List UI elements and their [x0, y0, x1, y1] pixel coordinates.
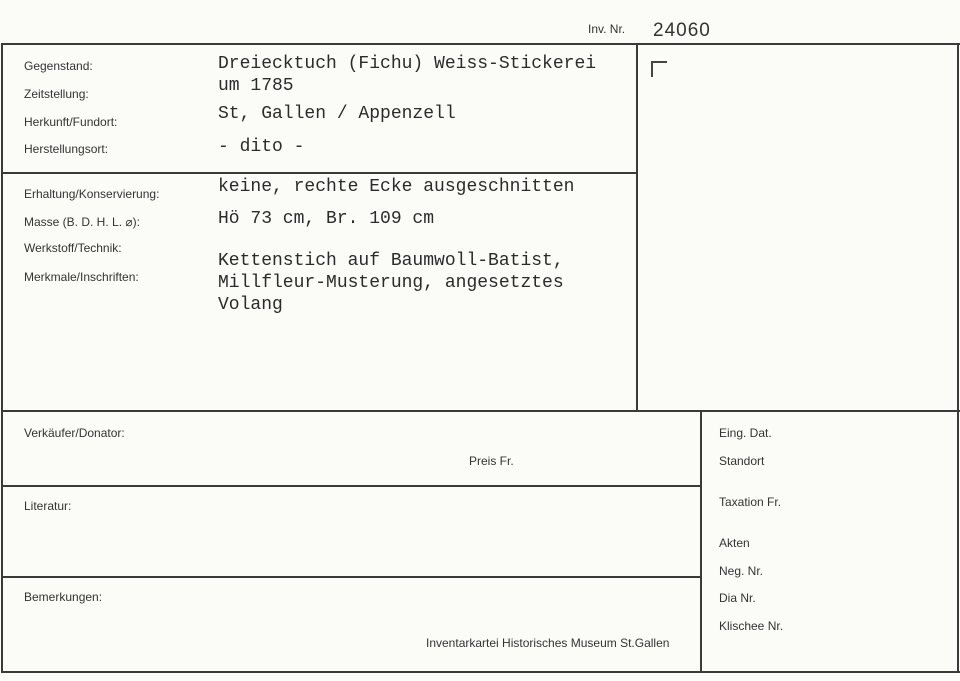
- card-footer: Inventarkartei Historisches Museum St.Gallen: [426, 636, 670, 650]
- right-field-dia-nr: Dia Nr.: [719, 591, 756, 605]
- top-rule: [2, 43, 960, 45]
- right-field-standort: Standort: [719, 454, 765, 468]
- field-value-gegenstand: Dreiecktuch (Fichu) Weiss-Stickerei: [218, 54, 597, 74]
- upper-section-rule: [2, 410, 960, 412]
- seller-label: Verkäufer/Donator:: [24, 426, 125, 440]
- inv-number-label: Inv. Nr.: [588, 22, 626, 36]
- object-block-rule: [2, 172, 638, 174]
- technique-line-1: Kettenstich auf Baumwoll-Batist,: [218, 251, 564, 271]
- field-label-gegenstand: Gegenstand:: [24, 59, 93, 73]
- field-label-merkmale: Merkmale/Inschriften:: [24, 270, 139, 284]
- field-label-erhaltung: Erhaltung/Konservierung:: [24, 187, 160, 201]
- technique-line-2: Millfleur-Musterung, angesetztes: [218, 273, 564, 293]
- field-value-erhaltung: keine, rechte Ecke ausgeschnitten: [218, 177, 575, 197]
- field-value-zeitstellung: um 1785: [218, 76, 294, 96]
- upper-divider: [636, 43, 638, 412]
- technique-line-3: Volang: [218, 295, 283, 315]
- field-label-masse: Masse (B. D. H. L. ⌀):: [24, 215, 140, 229]
- seller-rule: [2, 485, 702, 487]
- field-value-masse: Hö 73 cm, Br. 109 cm: [218, 209, 435, 229]
- field-label-herkunft: Herkunft/Fundort:: [24, 115, 118, 129]
- field-value-herkunft: St, Gallen / Appenzell: [218, 104, 456, 124]
- field-label-zeitstellung: Zeitstellung:: [24, 87, 89, 101]
- price-label: Preis Fr.: [469, 454, 514, 468]
- literature-label: Literatur:: [24, 499, 72, 513]
- photo-corner-mark: [651, 61, 667, 77]
- right-field-neg-nr: Neg. Nr.: [719, 564, 764, 578]
- remarks-label: Bemerkungen:: [24, 590, 103, 604]
- field-value-herstellungsort: - dito -: [218, 137, 305, 157]
- right-field-klischee-nr: Klischee Nr.: [719, 619, 784, 633]
- right-field-akten: Akten: [719, 536, 750, 550]
- right-field-taxation: Taxation Fr.: [719, 495, 782, 509]
- field-label-herstellungsort: Herstellungsort:: [24, 142, 109, 156]
- left-border: [1, 43, 3, 673]
- literature-rule: [2, 576, 702, 578]
- bottom-rule: [2, 671, 960, 673]
- field-label-werkstoff: Werkstoff/Technik:: [24, 241, 122, 255]
- right-border: [957, 43, 959, 673]
- inv-number-value: 24060: [653, 20, 711, 41]
- right-field-eing-dat: Eing. Dat.: [719, 426, 772, 440]
- lower-divider: [700, 410, 702, 673]
